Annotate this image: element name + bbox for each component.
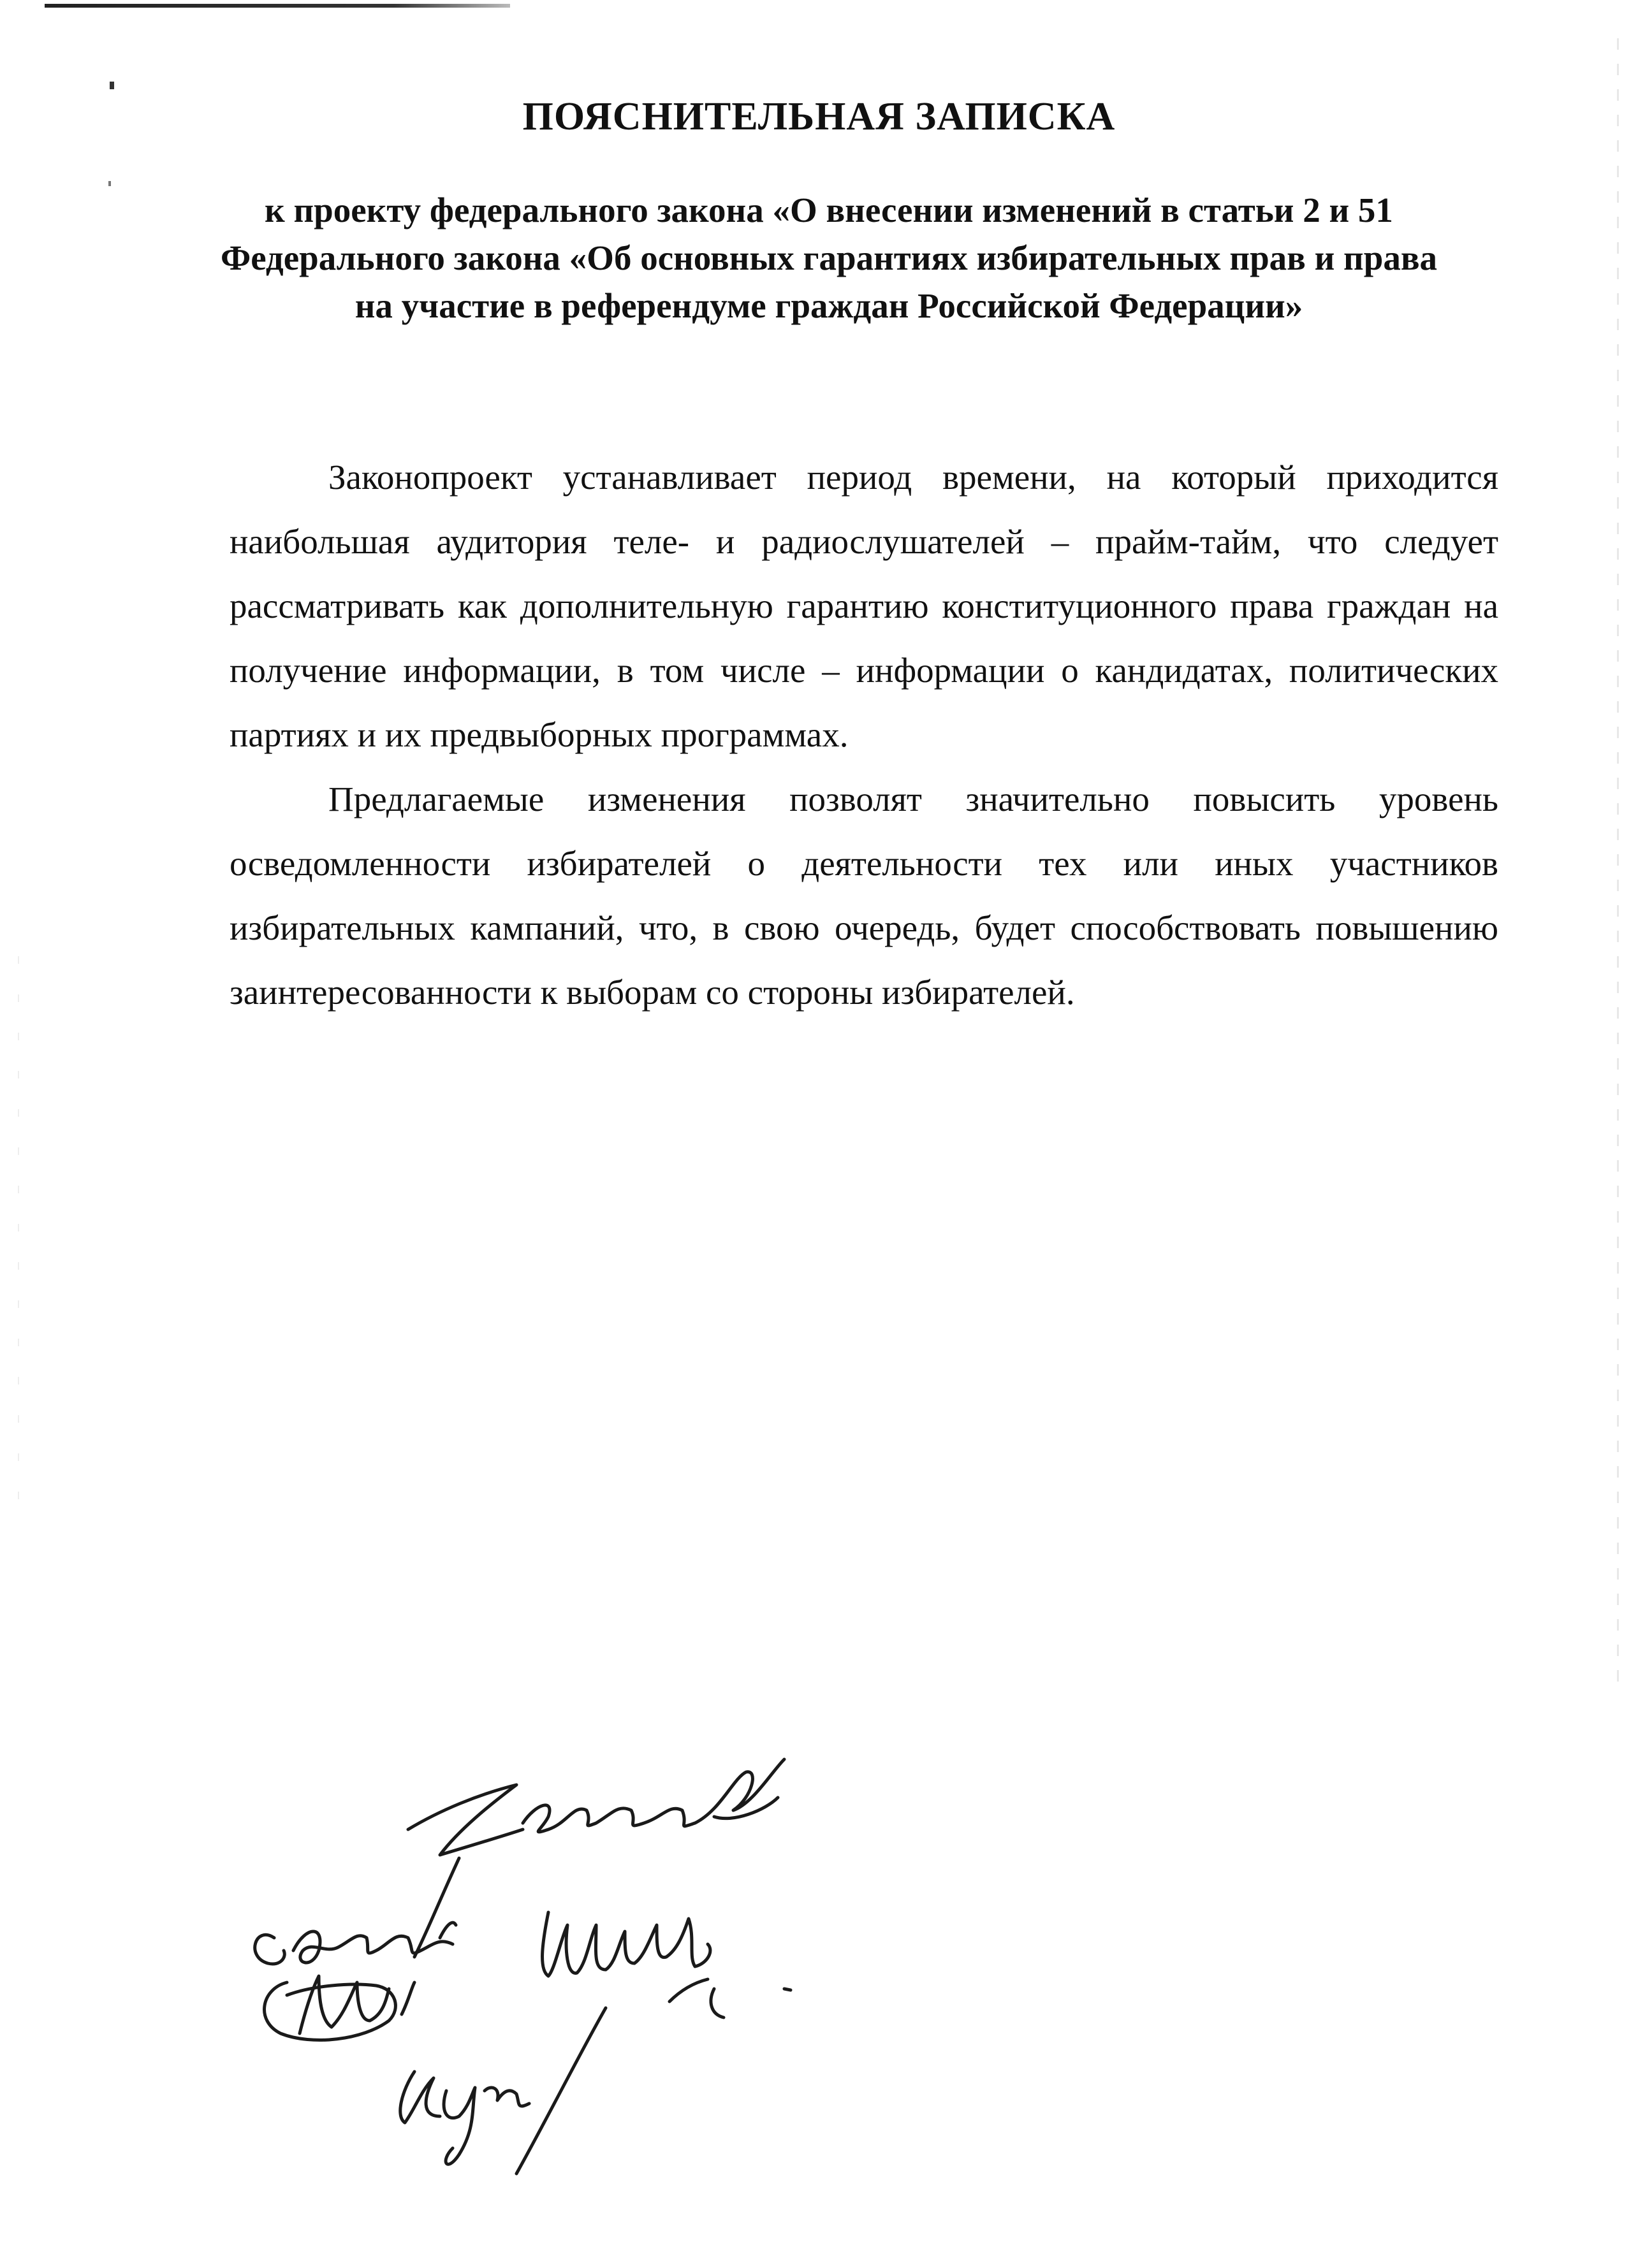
subtitle-line: на участие в референдуме граждан Российской Федерации» (355, 286, 1303, 325)
paragraph: Предлагаемые изменения позволят значительно повысить уровень осведомленности избирателей о деятельности тех или иных участников избирательных кампаний, что, в свою очередь, будет способствовать повышению заинтересованности к выборам со стороны избирателей. (230, 780, 1498, 1012)
scan-speck (108, 181, 111, 186)
subtitle-line: к проекту федерального закона «О внесении изменений в статьи 2 и 51 (265, 191, 1393, 229)
scan-edge-shadow (1617, 38, 1619, 1696)
signature-3 (543, 1912, 791, 2017)
scan-edge-shadow (18, 956, 19, 1530)
subtitle-line: Федерального закона «Об основных гарантиях избирательных прав и права (220, 238, 1438, 277)
signatures-block (249, 1734, 976, 2180)
handwritten-signatures-image (249, 1734, 976, 2180)
scan-artifact-line (45, 4, 510, 8)
document-title: ПОЯСНИТЕЛЬНАЯ ЗАПИСКА (522, 95, 1116, 138)
signature-5 (400, 2008, 606, 2174)
signature-4 (265, 1976, 414, 2040)
document-body (230, 445, 1498, 1024)
paragraph: Законопроект устанавливает период времени, на который приходится наибольшая аудитория теле- и радиослушателей – прайм-тайм, что следует рассматривать как дополнительную гарантию конституционного права граждан на получение информации, в том числе – информации о кандидатах, политических партиях и их предвыборных программах. (230, 458, 1498, 754)
signature-2 (255, 1923, 456, 1964)
document-subtitle (191, 186, 1466, 330)
scan-speck (110, 82, 114, 89)
